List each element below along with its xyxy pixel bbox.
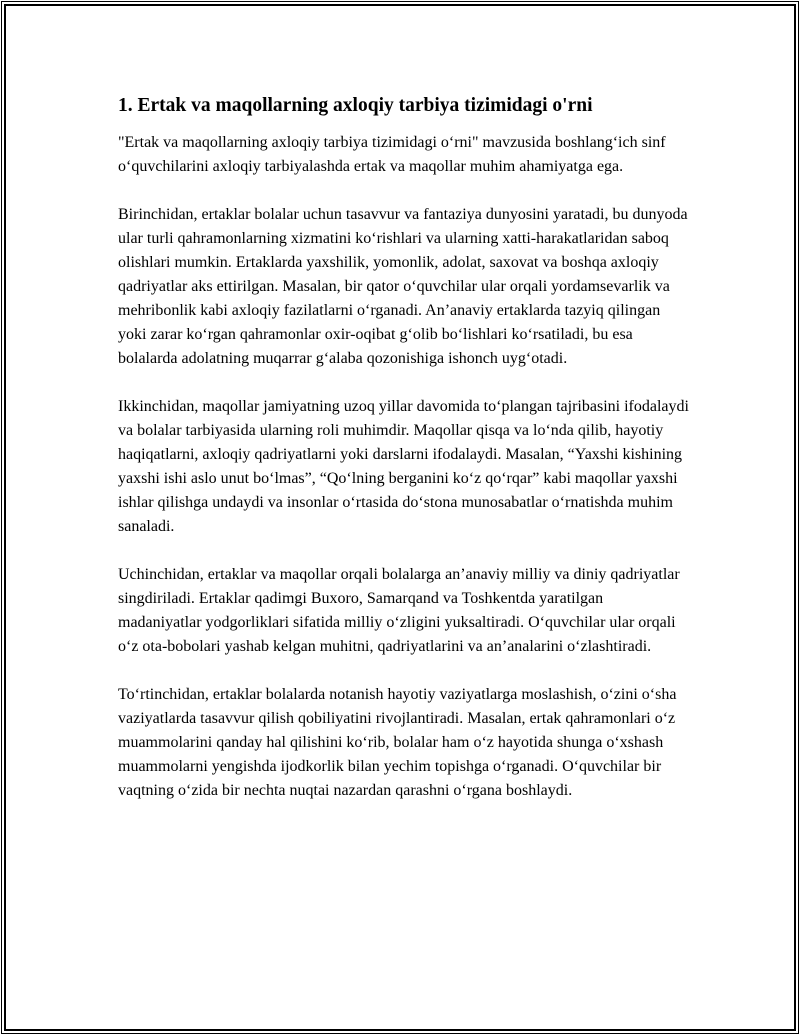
paragraph-first: Birinchidan, ertaklar bolalar uchun tasavvur va fantaziya dunyosini yaratadi, bu dunyoda ular turli qahramonlarning xizmatini ko‘rishlari va ularning xatti-harakatlaridan saboq olishlari mumkin. Ertaklarda yaxshilik, yomonlik, adolat, saxovat va boshqa axloqiy qadriyatlar aks ettirilgan. Masalan, bir qator o‘quvchilar ular orqali yordamsevarlik va mehribonlik kabi axloqiy fazilatlarni o‘rganadi. An’anaviy ertaklarda tazyiq qilingan yoki zarar ko‘rgan qahramonlar oxir-oqibat g‘olib bo‘lishlari ko‘rsatiladi, bu esa bolalarda adolatning muqarrar g‘alaba qozonishiga ishonch uyg‘otadi.: [118, 206, 688, 367]
paragraph-intro: "Ertak va maqollarning axloqiy tarbiya tizimidagi o‘rni" mavzusida boshlang‘ich sinf o‘quvchilarini axloqiy tarbiyalashda ertak va maqollar muhim ahamiyatga ega.: [118, 134, 666, 175]
paragraph-third: Uchinchidan, ertaklar va maqollar orqali bolalarga an’anaviy milliy va diniy qadriyatlar singdiriladi. Ertaklar qadimgi Buxoro, Samarqand va Toshkentda yaratilgan madaniyatlar yodgorliklari sifatida milliy o‘zligini yuksaltiradi. O‘quvchilar ular orqali o‘z ota-bobolari yashab kelgan muhitni, qadriyatlarini va an’analarini o‘zlashtiradi.: [118, 566, 680, 655]
document-title: 1. Ertak va maqollarning axloqiy tarbiya tizimidagi o'rni: [118, 95, 593, 116]
paragraph-second: Ikkinchidan, maqollar jamiyatning uzoq yillar davomida to‘plangan tajribasini ifodalaydi va bolalar tarbiyasida ularning roli muhimdir. Maqollar qisqa va lo‘nda qilib, hayotiy haqiqatlarni, axloqiy qadriyatlarni yoki darslarni ifodalaydi. Masalan, “Yaxshi kishining yaxshi ishi aslo unut bo‘lmas”, “Qo‘lning berganini ko‘z qo‘rqar” kabi maqollar yaxshi ishlar qilishga undaydi va insonlar o‘rtasida do‘stona munosabatlar o‘rnatishda muhim sanaladi.: [118, 398, 689, 535]
document-body: [118, 93, 690, 803]
paragraph-fourth: To‘rtinchidan, ertaklar bolalarda notanish hayotiy vaziyatlarga moslashish, o‘zini o‘sha vaziyatlarda tasavvur qilish qobiliyatini rivojlantiradi. Masalan, ertak qahramonlari o‘z muammolarini qanday hal qilishini ko‘rib, bolalar ham o‘z hayotida shunga o‘xshash muammolarni yengishda ijodkorlik bilan yechim topishga o‘rganadi. O‘quvchilar bir vaqtning o‘zida bir nechta nuqtai nazardan qarashni o‘rgana boshlaydi.: [118, 686, 677, 799]
